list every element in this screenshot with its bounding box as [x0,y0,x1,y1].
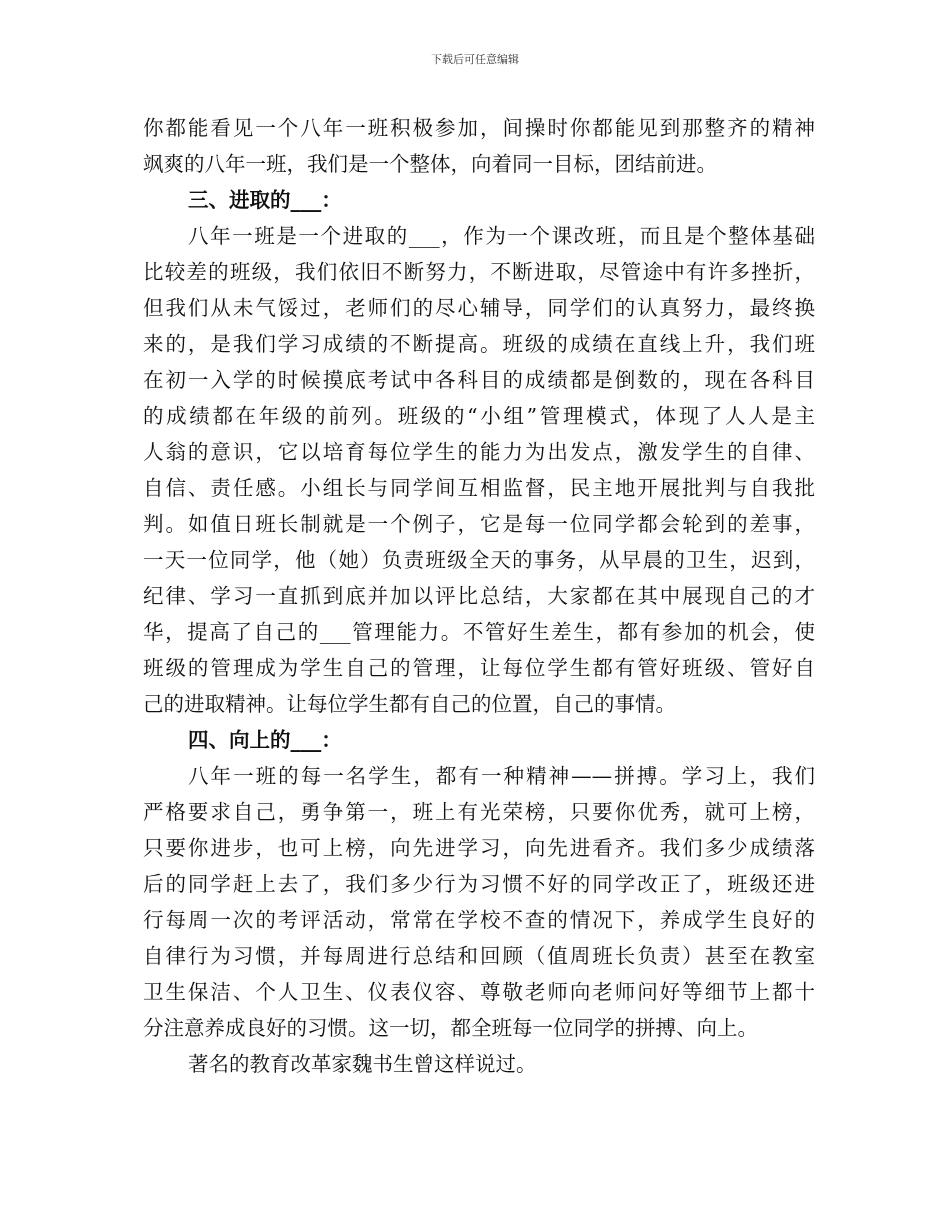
text-line: 华，提高了自己的___管理能力。不管好生差生，都有参加的机会，使 [143,620,815,644]
text-line: 的成绩都在年级的前列。班级的“小组”管理模式，体现了人人是主 [143,404,815,428]
text-line: 飒爽的八年一班，我们是一个整体，向着同一目标，团结前进。 [143,152,717,176]
text-line: 分注意养成良好的习惯。这一切，都全班每一位同学的拼搏、向上。 [143,1016,758,1040]
paragraph-start: 八年一班是一个进取的___，作为一个课改班，而且是个整体基础 [188,224,815,248]
text-line: 行每周一次的考评活动，常常在学校不查的情况下，养成学生良好的 [143,908,815,932]
text-line: 但我们从未气馁过，老师们的尽心辅导，同学们的认真努力，最终换 [143,296,815,320]
paragraph-start: 著名的教育改革家魏书生曾这样说过。 [188,1052,537,1076]
text-line: 只要你进步，也可上榜，向先进学习，向先进看齐。我们多少成绩落 [143,836,815,860]
paragraph-start: 八年一班的每一名学生，都有一种精神——拼搏。学习上，我们 [188,764,815,788]
text-line: 比较差的班级，我们依旧不断努力，不断进取，尽管途中有许多挫折， [143,260,815,284]
text-line: 自信、责任感。小组长与同学间互相监督，民主地开展批判与自我批 [143,476,815,500]
text-line: 人翁的意识，它以培育每位学生的能力为出发点，激发学生的自律、 [143,440,815,464]
text-line: 纪律、学习一直抓到底并加以评比总结，大家都在其中展现自己的才 [143,584,815,608]
page-header: 下载后可任意编辑 [431,53,519,66]
text-line: 在初一入学的时候摸底考试中各科目的成绩都是倒数的，现在各科目 [143,368,815,392]
text-line: 严格要求自己，勇争第一，班上有光荣榜，只要你优秀，就可上榜， [143,800,815,824]
text-line: 后的同学赶上去了，我们多少行为习惯不好的同学改正了，班级还进 [143,872,815,896]
text-line: 来的，是我们学习成绩的不断提高。班级的成绩在直线上升，我们班 [143,332,815,356]
text-line: 你都能看见一个八年一班积极参加，间操时你都能见到那整齐的精神 [143,116,815,140]
text-line: 班级的管理成为学生自己的管理，让每位学生都有管好班级、管好自 [143,656,815,680]
section-heading-3: 三、进取的___： [188,188,342,212]
text-line: 自律行为习惯，并每周进行总结和回顾（值周班长负责）甚至在教室 [143,944,815,968]
text-line: 一天一位同学，他（她）负责班级全天的事务，从早晨的卫生，迟到， [143,548,815,572]
text-line: 己的进取精神。让每位学生都有自己的位置，自己的事情。 [143,692,676,716]
text-line: 判。如值日班长制就是一个例子，它是每一位同学都会轮到的差事， [143,512,815,536]
document-body [143,110,815,1082]
section-heading-4: 四、向上的___： [188,728,342,752]
text-line: 卫生保洁、个人卫生、仪表仪容、尊敬老师向老师问好等细节上都十 [143,980,815,1004]
